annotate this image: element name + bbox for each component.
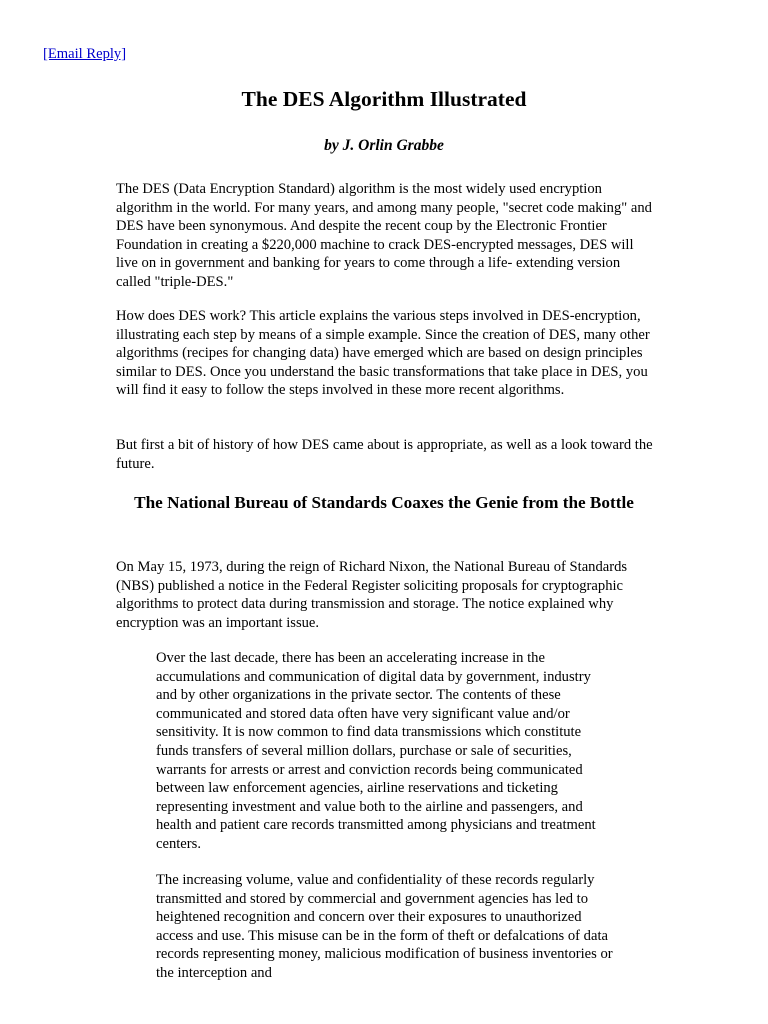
author-byline: by J. Orlin Grabbe [324,137,444,154]
nbs-notice-paragraph: On May 15, 1973, during the reign of Richard Nixon, the National Bureau of Standards (NBS) published a notice in the Federal Register soliciting proposals for cryptographic algorithms to protect data during transmission and storage. The notice explained why encryption was an important issue. [116,559,628,631]
article-title: The DES Algorithm Illustrated [241,87,527,111]
blockquote-paragraph: The increasing volume, value and confidentiality of these records regularly transmitted and stored by commercial and government agencies has led to heightened recognition and concern over their exposures to unauthorized access and use. This misuse can be in the form of theft or defalcations of data records representing money, malicious modification of business inventories or the interception and [156,872,613,981]
section-heading: The National Bureau of Standards Coaxes the Genie from the Bottle [134,493,634,512]
blockquote-paragraph: Over the last decade, there has been an accelerating increase in the accumulations and communication of digital data by government, industry and by other organizations in the private sector. The contents of these communicated and stored data often have very significant value and/or sensitivity. It is now common to find data transmissions which constitute funds transfers of several million dollars, purchase or sale of securities, warrants for arrests or arrest and conviction records being communicated between law enforcement agencies, airline reservations and ticketing representing investment and value both to the airline and passengers, and health and patient care records transmitted among physicians and treatment centers. [156,650,596,852]
history-intro-paragraph: But first a bit of history of how DES came about is appropriate, as well as a look toward the future. [116,437,653,472]
intro-paragraph: The DES (Data Encryption Standard) algorithm is the most widely used encryption algorithm in the world. For many years, and among many people, "secret code making" and DES have been synonymous. And despite the recent coup by the Electronic Frontier Foundation in creating a $220,000 machine to crack DES-encrypted messages, DES will live on in government and banking for years to come through a life- extending version called "triple-DES." [116,181,652,290]
how-des-works-paragraph: How does DES work? This article explains the various steps involved in DES-encryption, illustrating each step by means of a simple example. Since the creation of DES, many other algorithms (recipes for changing data) have emerged which are based on design principles similar to DES. Once you understand the basic transformations that take place in DES, you will find it easy to follow the steps involved in these more recent algorithms. [116,308,650,399]
email-reply-link[interactable]: [Email Reply] [43,46,127,62]
